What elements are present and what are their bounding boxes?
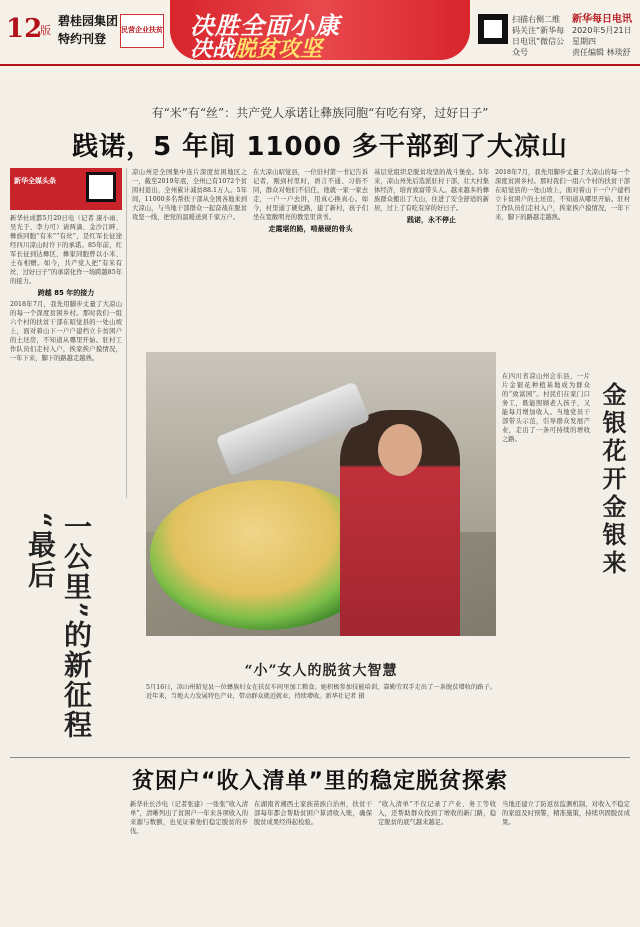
photo-caption: “小”女人的脱贫大智慧 (244, 663, 398, 679)
bottom-headline: 贫困户“收入清单”里的稳定脱贫探索 (132, 769, 508, 794)
column-divider (126, 168, 127, 498)
article-headline: 践诺，5 年间 11000 多干部到了大凉山 (72, 132, 568, 162)
side-title-2: 一公里”的新征程 (60, 512, 93, 741)
subhead-2: 走霞堪的路，啃最硬的骨头 (268, 225, 353, 233)
subhead-3: 践诺，永不停止 (407, 216, 456, 224)
bottom-column-3: “收入清单”不仅记录了产业、务工等收入，还帮助群众找到了增收的新门路，稳定脱贫的底气越来越足。 (378, 801, 496, 826)
editor-credit: 责任编辑 林琰舒 (572, 48, 631, 57)
body-column-2 (132, 168, 247, 348)
banner-line2 (190, 32, 322, 63)
masthead-rule (0, 64, 640, 66)
subhead-1: 跨越 85 年的接力 (37, 289, 95, 297)
section-divider (10, 757, 630, 758)
qr-promo-label: 新华全媒头条 (14, 177, 56, 185)
body-column-3 (253, 168, 368, 348)
paper-name: 新华每日电讯 (572, 14, 632, 25)
column-3-text: 在大凉山昭觉县，一位驻村第一书记告诉记者，刚到村里时，语言不通、习俗不同，群众对他们不信任，他就一家一家去走，一户一户去讲，用真心换真心。如今，村里通了硬化路，建了新村，孩子们坐在宽敞明亮的教室里读书。 (253, 169, 368, 221)
body-column-1 (10, 214, 122, 504)
date-block (572, 14, 632, 58)
sponsor-line2: 特约刊登 (58, 32, 107, 46)
banner-line2-a: 决战 (190, 36, 235, 62)
body-column-5 (495, 168, 630, 368)
sponsor-line1: 碧桂园集团 (58, 14, 119, 28)
page-number: 12 (6, 14, 43, 44)
column-2-text: 凉山州是全国集中连片深度贫困地区之一，截至2019年底，全州已有1072个贫困村退出，全州累计减贫88.1万人。5年间，11000多名帮扶干部从全国各地来到大凉山，与当地干部群众一起奋战在脱贫攻坚一线，把党的温暖送到千家万户。 (132, 169, 247, 221)
sponsor-block (58, 12, 118, 48)
photo-caption-text: 5月16日，凉山州昭觉县一位彝族妇女在扶贫车间里加工粮食。她积极参加技能培训，靠勤劳双手走出了一条脱贫增收的路子。近年来，当地大力发展特色产业，带动群众就近就业，持续增收。新华社记者 摄 (146, 684, 496, 700)
column-4-text: 基层党组织是脱贫攻坚的战斗堡垒。5年来，凉山州先后选派驻村干部，壮大村集体经济，培育致富带头人。越来越多的彝族群众搬出了大山，住进了安全舒适的新居，过上了有吃有穿的好日子。 (374, 169, 489, 212)
bottom-column-4: 当地还建立了防返贫监测机制，对收入不稳定的家庭及时预警，精准施策，持续巩固脱贫成果。 (502, 801, 630, 826)
qr-code-inner (484, 20, 502, 38)
right-vertical-title: 金银花开金银来 (598, 382, 627, 578)
bottom-column-1: 新华社长沙电（记者张建）一张张“收入清单”，清晰列出了贫困户一年来各项收入的来源与数额，也见证着他们稳定脱贫的步伐。 (130, 801, 248, 835)
bottom-column-2: 在湖南省湘西土家族苗族自治州，扶贫干部每年都会帮助贫困户算清收入账，确保脱贫成果经得起检验。 (254, 801, 372, 826)
column-1-text: 新华社成都5月20日电（记者 康小雨、吴光于、李力可）请两滴、金沙江畔、彝族同胞“有米”“有丝”，是红军长征途经四川凉山时许下的承诺。85年前，红军长征到达彝区，彝家同胞曾以小米、土布相赠。如今，共产党人把“有米有丝、过好日子”的承诺化作一场跨越85年的接力。 (10, 215, 122, 285)
column-1b-text: 2018年7月，我先用脚步丈量了大凉山的每一个深度贫困乡村。那时我们一组六个村的扶贫干部在昭觉县的一处山坡上，面对着山下一户户建档立卡贫困户的土坯房，不知道从哪里开始。驻村工作队员们走村入户，挨家挨户摸情况，一年下来，脚下的路越走越熟。 (10, 301, 122, 362)
photo-face (378, 424, 422, 476)
side-title-1: “最后 (24, 512, 57, 591)
page-unit: 版 (40, 24, 51, 37)
sponsor-logo: 民营企业扶贫 (120, 14, 164, 48)
body-column-4 (374, 168, 489, 348)
issue-date: 2020年5月21日 (572, 26, 632, 35)
article-kicker: 有“米”有“丝”：共产党人承诺让彝族同胞“有吃有穿，过好日子” (151, 106, 489, 120)
banner-line1: 决胜全面小康 (190, 11, 340, 40)
issue-weekday: 星期四 (572, 37, 596, 46)
qr-caption: 扫描右侧二维码关注“新华每日电讯”微信公众号 (512, 15, 565, 57)
right-column-text: 在四川省凉山州会东县，一片片金银花种植基地成为群众的“致富园”。村民们在家门口务工，既能照顾老人孩子，又能每月增加收入。当地党员干部带头示范，引导群众发展产业，走出了一条可持续的增收之路。 (502, 373, 590, 443)
banner-line2-b: 脱贫攻坚 (234, 36, 323, 62)
qr-promo-code-icon[interactable] (86, 172, 116, 202)
column-5-text: 2018年7月，我先用脚步丈量了大凉山的每一个深度贫困乡村。那时我们一组六个村的扶贫干部在昭觉县的一处山坡上，面对着山下一户户建档立卡贫困户的土坯房，不知道从哪里开始。驻村工作队员们走村入户，挨家挨户摸情况，一年下来，脚下的路越走越熟。 (495, 169, 630, 221)
